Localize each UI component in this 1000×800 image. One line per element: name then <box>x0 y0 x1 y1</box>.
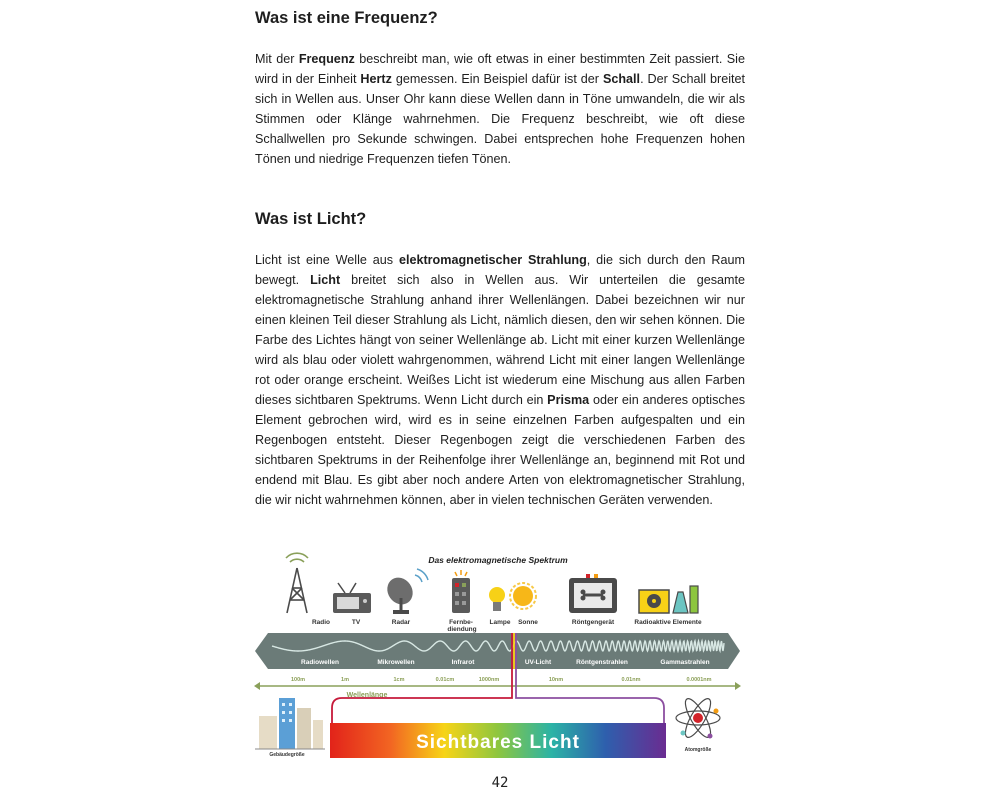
paragraph-licht: Licht ist eine Welle aus elektromagnetischer Strahlung, die sich durch den Raum bewegt. Licht breitet sich also in Wellen aus. Wir unterteilen die gesamte elektromagnetische Strahlung anhand ihrer Wellenlängen. Dabei bezeichnen wir nur einen kleinen Teil dieser Strahlung als Licht, nämlich diesen, den wir sehen können. Die Farbe des Lichtes hängt von seiner Wellenlänge ab. Licht mit einer kurzen Wellenlänge wird als blau oder violett wahrgenommen, während Licht mit einer langen Wellenlänge rot oder orange erscheint. Weißes Licht ist wiederum eine Mischung aus allen Farben dieses sichtbaren Spektrums. Wenn Licht durch ein Prisma oder ein anderes optisches Element gebrochen wird, wird es in seine einzelnen Farben aufgespalten und ein Regenbogen entsteht. Dieser Regenbogen zeigt die verschiedenen Farben des sichtbaren Spektrums in der Reihenfolge ihrer Wellenlänge an, beginnend mit Rot und endend mit Blau. Es gibt aber noch andere Arten von elektromagnetischer Strahlung, die wir nicht wahrnehmen können, aber in vielen technischen Geräten verwenden. <box>255 253 745 507</box>
bold-term: Schall <box>602 72 641 86</box>
source-label-radioactive: Radioaktive Elemente <box>634 619 702 626</box>
source-label-tv: TV <box>351 619 361 626</box>
remote-control-icon <box>452 570 470 613</box>
bold-term: Licht <box>310 273 341 287</box>
radar-dish-icon <box>382 569 428 614</box>
xray-machine-icon <box>569 574 617 613</box>
scale-label-00001nm: 0.0001nm <box>686 677 712 683</box>
band-label-gamma: Gammastrahlen <box>660 659 710 666</box>
sun-icon <box>510 583 536 609</box>
building-icon <box>255 698 325 749</box>
bold-term: Prisma <box>547 393 590 407</box>
scale-label-100m: 100m <box>290 677 306 683</box>
scale-label-001nm: 0.01nm <box>621 677 641 683</box>
axis-label: Wellenlänge <box>346 692 388 699</box>
source-label-radar: Radar <box>391 619 411 626</box>
scale-label-1cm: 1cm <box>393 677 405 683</box>
tv-icon <box>333 583 371 613</box>
visible-light-label: Sichtbares Licht <box>416 732 580 753</box>
band-label-infrared: Infrarot <box>451 659 475 666</box>
scale-label-1000nm: 1000nm <box>478 677 500 683</box>
source-label-xray: Röntgengerät <box>571 619 615 626</box>
lamp-icon <box>489 587 505 611</box>
band-label-uv: UV-Licht <box>524 659 552 666</box>
source-label-remote-line1: Fernbe- <box>449 619 473 626</box>
atom-icon <box>676 695 720 740</box>
bold-term: Frequenz <box>298 52 355 66</box>
paragraph-frequenz: Mit der Frequenz beschreibt man, wie oft etwas in einer bestimmten Zeit passiert. Sie wird in der Einheit Hertz gemessen. Ein Beispiel dafür ist der Schall. Der Schall breitet sich in Wellen aus. Unser Ohr kann diese Wellen dann in Töne umwandeln, die wir als Stimmen oder Klänge wahrnehmen. Die Frequenz beschreibt, wie oft diese Schallwellen pro Sekunde schwingen. Dabei entsprechen hohe Frequenzen hohen Tönen und niedrige Frequenzen tiefen Tönen. <box>255 52 745 166</box>
building-caption: Gebäudegröße <box>269 752 305 758</box>
scale-label-001cm: 0.01cm <box>435 677 455 683</box>
wavelength-axis <box>254 682 741 690</box>
heading-frequenz: Was ist eine Frequenz? <box>255 9 438 27</box>
band-label-xray: Röntgenstrahlen <box>576 659 628 666</box>
source-label-remote-line2: diendung <box>447 626 477 633</box>
page-number: 42 <box>491 775 509 791</box>
figure-title: Das elektromagnetische Spektrum <box>428 555 568 565</box>
scale-label-10nm: 10nm <box>548 677 564 683</box>
bold-term: Hertz <box>360 72 392 86</box>
source-label-radio: Radio <box>311 619 331 626</box>
radioactive-icon <box>639 586 698 613</box>
source-label-lamp: Lampe <box>489 619 511 626</box>
bold-term: elektromagnetischer Strahlung <box>398 253 587 267</box>
spectrum-figure <box>250 548 745 763</box>
radio-tower-icon <box>286 553 308 613</box>
heading-licht: Was ist Licht? <box>255 210 367 228</box>
scale-label-1m: 1m <box>341 677 349 683</box>
source-label-sun: Sonne <box>518 619 538 626</box>
band-label-radio: Radiowellen <box>301 659 339 666</box>
atom-caption: Atomgröße <box>684 747 712 753</box>
band-label-micro: Mikrowellen <box>377 659 415 666</box>
